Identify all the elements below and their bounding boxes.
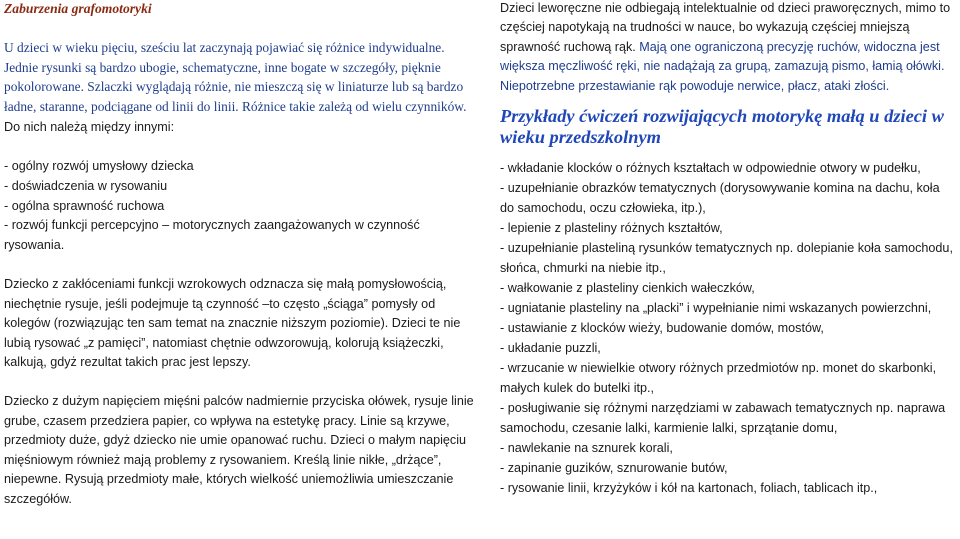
exercises-list bbox=[500, 158, 955, 498]
left-column bbox=[4, 0, 474, 509]
visual-disorder-paragraph: Dziecko z zakłóceniami funkcji wzrokowych odznacza się małą pomysłowością, niechętnie rysuje, jeśli podejmuje tą czynność –to często „ściąga” pomysły od kolegów (rozwiązując ten sam temat na znacznie niższym poziomie). Dzieci te nie lubią rysować „z pamięci”, natomiast chętnie odwzorowują, kolorują książeczki, kalkują, gdyż rezultat takich prac jest lepszy. bbox=[4, 276, 461, 370]
list-item: - wrzucanie w niewielkie otwory różnych przedmiotów np. monet do skarbonki, małych kulek do butelki itp., bbox=[500, 361, 937, 396]
list-item: - doświadczenia w rysowaniu bbox=[4, 178, 168, 193]
list-item: - układanie puzzli, bbox=[500, 341, 601, 356]
list-item: - ogólny rozwój umysłowy dziecka bbox=[4, 158, 194, 173]
list-item: - rysowanie linii, krzyżyków i kół na kartonach, foliach, tablicach itp., bbox=[500, 481, 878, 496]
list-item: - zapinanie guzików, sznurowanie butów, bbox=[500, 461, 728, 476]
left-handed-text: Dzieci leworęczne nie odbiegają intelektualnie od dzieci praworęcznych, mimo to częściej napotykają na trudności w nauce, bo wykazują częściej mniejszą sprawność ruchową rąk. bbox=[500, 1, 951, 54]
left-handed-paragraph bbox=[500, 0, 955, 96]
list-item: - uzupełnianie obrazków tematycznych (dorysowywanie komina na dachu, koła do samochodu, oczu człowieka, itp.), bbox=[500, 181, 940, 216]
factors-list bbox=[4, 157, 474, 256]
list-item: - wałkowanie z plasteliny cienkich wałeczków, bbox=[500, 281, 755, 296]
intro-paragraph bbox=[4, 38, 474, 138]
list-item: - nawlekanie na sznurek korali, bbox=[500, 441, 673, 456]
section-title-grafomotoryka: Zaburzenia grafomotoryki bbox=[4, 1, 152, 16]
list-item: - rozwój funkcji percepcyjno – motorycznych zaangażowanych w czynność rysowania. bbox=[4, 218, 420, 253]
list-item: - wkładanie klocków o różnych kształtach w odpowiednie otwory w pudełku, bbox=[500, 161, 921, 176]
muscle-tension-paragraph: Dziecko z dużym napięciem mięśni palców nadmiernie przyciska ołówek, rysuje linie grube, czasem przedziera papier, co wpływa na estetykę pracy. Linie są krzywe, przedmioty duże, gdyż dziecko nie umie opanować ruchu. Dzieci o małym napięciu mięśniowym również mają problemy z rysowaniem. Kreślą linie nikłe, „drżące”, niepewne. Rysują przedmioty małe, których wielkość uniemożliwia umieszczanie szczegółów. bbox=[4, 393, 474, 506]
list-item: - ustawianie z klocków wieży, budowanie domów, mostów, bbox=[500, 321, 824, 336]
list-item: - posługiwanie się różnymi narzędziami w zabawach tematycznych np. naprawa samochodu, czesanie lalki, karmienie lalki, sprzątanie domu, bbox=[500, 401, 946, 436]
intro-text-tail: Do nich należą między innymi: bbox=[4, 120, 175, 135]
right-column bbox=[500, 0, 955, 498]
list-item: - ugniatanie plasteliny na „placki” i wypełnianie nimi wskazanych powierzchni, bbox=[500, 301, 932, 316]
list-item: - ogólna sprawność ruchowa bbox=[4, 198, 165, 213]
intro-text: U dzieci w wieku pięciu, sześciu lat zaczynają pojawiać się różnice indywidualne. Jednie rysunki są bardzo ubogie, schematyczne, inne bogate w szczegóły, pięknie pokolorowane. Szlaczki wyglądają różnie, nie mieszczą się w liniaturze lub są bardzo ładne, staranne, podciągane od linii do linii. Różnice takie zależą od wielu czynników. bbox=[4, 40, 467, 114]
list-item: - uzupełnianie plasteliną rysunków tematycznych np. dolepianie koła samochodu, słońca, chmurki na niebie itp., bbox=[500, 241, 953, 276]
list-item: - lepienie z plasteliny różnych kształtów, bbox=[500, 221, 723, 236]
left-handed-text-tail: Mają one ograniczoną precyzję ruchów, widoczna jest większa męczliwość ręki, nie nadążają za grupą, zamazują pismo, łamią ołówki. Niepotrzebne przestawianie rąk powoduje nerwice, płacz, ataki złości. bbox=[500, 39, 945, 93]
exercises-title: Przykłady ćwiczeń rozwijających motorykę małą u dzieci w wieku przedszkolnym bbox=[500, 106, 944, 148]
